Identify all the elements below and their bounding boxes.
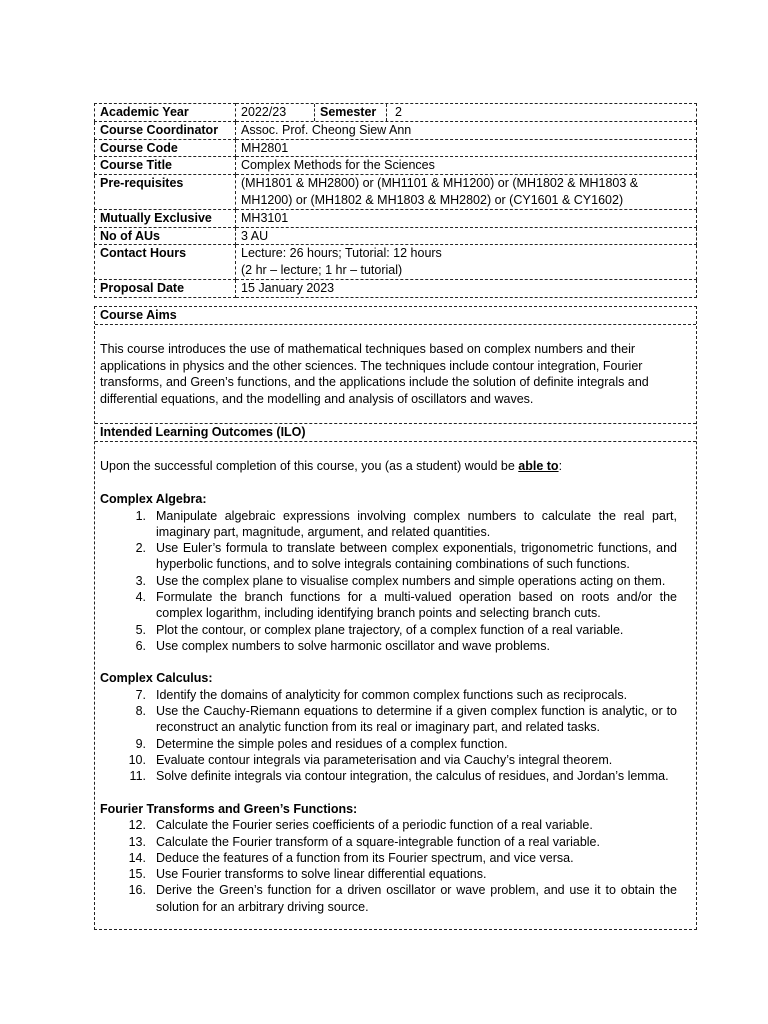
list-item <box>95 703 696 736</box>
ilo-intro-emphasis: able to <box>518 459 559 474</box>
ilo-text: Calculate the Fourier series coefficients of a periodic function of a real variable. <box>156 818 593 833</box>
info-label: Contact Hours <box>95 245 236 280</box>
ilo-intro-colon: : <box>558 459 563 474</box>
list-item <box>95 817 696 833</box>
list-item <box>95 687 696 703</box>
ilo-number: 7. <box>135 687 146 702</box>
ilo-text: Calculate the Fourier transform of a square-integrable function of a real variable. <box>156 834 600 849</box>
info-value: 15 January 2023 <box>236 279 697 297</box>
info-label: Course Title <box>95 157 236 175</box>
aims-ilo-box <box>94 306 697 930</box>
ilo-number: 3. <box>135 573 146 588</box>
info-row <box>95 209 697 227</box>
ilo-number: 5. <box>135 622 146 637</box>
ilo-number: 1. <box>135 508 146 523</box>
semester-value: 2 <box>395 105 402 119</box>
ilo-number: 4. <box>135 590 146 605</box>
info-row <box>95 121 697 139</box>
ilo-number: 8. <box>135 704 146 719</box>
ilo-number: 11. <box>129 769 146 784</box>
info-row <box>95 279 697 297</box>
ilo-number: 12. <box>128 818 146 833</box>
ilo-intro <box>95 458 696 475</box>
list-item <box>95 834 696 850</box>
info-row <box>95 245 697 280</box>
ilo-number: 2. <box>135 541 146 556</box>
info-value: MH2801 <box>236 139 697 157</box>
list-item <box>95 638 696 654</box>
ilo-text: Use the Cauchy-Riemann equations to determine if a given complex function is analytic, or to reconstruct an analytic function from its real or imaginary part, and related tasks. <box>156 704 677 735</box>
ilo-number: 15. <box>128 867 146 882</box>
academic-year-label: Academic Year <box>95 104 236 122</box>
ilo-group-title: Fourier Transforms and Green’s Functions: <box>100 801 358 816</box>
contact-hours-line1: Lecture: 26 hours; Tutorial: 12 hours <box>241 246 442 261</box>
ilo-text: Plot the contour, or complex plane trajectory, of a complex function of a real variable. <box>156 622 624 637</box>
ilo-number: 10. <box>128 753 146 768</box>
info-value: 3 AU <box>236 227 697 245</box>
info-value: Assoc. Prof. Cheong Siew Ann <box>236 121 697 139</box>
ilo-text: Use complex numbers to solve harmonic oscillator and wave problems. <box>156 638 550 653</box>
list-item <box>95 573 696 589</box>
list-item <box>95 540 696 573</box>
academic-year-row <box>95 104 697 122</box>
course-info-table <box>94 103 697 298</box>
ilo-number: 6. <box>135 638 146 653</box>
list-item <box>95 882 696 915</box>
info-label: Proposal Date <box>95 279 236 297</box>
ilo-heading: Intended Learning Outcomes (ILO) <box>95 423 696 442</box>
ilo-text: Derive the Green’s function for a driven oscillator or wave problem, and use it to obtain the solution for an arbitrary driving source. <box>156 883 677 914</box>
list-item <box>95 850 696 866</box>
list-item <box>95 866 696 882</box>
semester-label: Semester <box>314 104 387 121</box>
ilo-text: Identify the domains of analyticity for common complex functions such as reciprocals. <box>156 687 628 702</box>
info-value: MH3101 <box>236 209 697 227</box>
info-label: Course Code <box>95 139 236 157</box>
info-row <box>95 139 697 157</box>
list-item <box>95 752 696 768</box>
course-aims-heading: Course Aims <box>95 307 696 325</box>
info-row <box>95 157 697 175</box>
ilo-number: 16. <box>128 883 146 898</box>
ilo-text: Determine the simple poles and residues of a complex function. <box>156 736 508 751</box>
info-value-multiline <box>236 245 697 280</box>
ilo-text: Deduce the features of a function from its Fourier spectrum, and vice versa. <box>156 850 574 865</box>
ilo-text: Use the complex plane to visualise complex numbers and simple operations acting on them. <box>156 573 666 588</box>
info-label: Course Coordinator <box>95 121 236 139</box>
ilo-number: 13. <box>128 834 146 849</box>
ilo-text: Use Fourier transforms to solve linear differential equations. <box>156 867 487 882</box>
info-value: Complex Methods for the Sciences <box>236 157 697 175</box>
ilo-intro-text: Upon the successful completion of this course, you (as a student) would be <box>100 459 519 474</box>
ilo-list <box>95 817 696 915</box>
ilo-text: Formulate the branch functions for a multi-valued operation based on roots and/or the complex logarithm, including identifying branch points and selecting branch cuts. <box>156 590 677 621</box>
list-item <box>95 736 696 752</box>
info-label: No of AUs <box>95 227 236 245</box>
ilo-list <box>95 508 696 655</box>
contact-hours-line2: (2 hr – lecture; 1 hr – tutorial) <box>241 263 403 278</box>
ilo-text: Solve definite integrals via contour integration, the calculus of residues, and Jordan’s lemma. <box>156 769 669 784</box>
ilo-group-title: Complex Calculus: <box>100 671 213 686</box>
course-aims-text: This course introduces the use of mathematical techniques based on complex numbers and their applications in physics and the other sciences. The techniques include contour integration, Fourier transforms, and Green’s functions, and the applications include the solution of definite integrals and differential equations, and the modelling and analysis of oscillators and waves. <box>100 342 649 406</box>
academic-year-cell <box>236 104 697 122</box>
ilo-group-title: Complex Algebra: <box>100 491 207 506</box>
ilo-number: 14. <box>128 850 146 865</box>
list-item <box>95 589 696 622</box>
list-item <box>95 622 696 638</box>
ilo-text: Evaluate contour integrals via parameterisation and via Cauchy’s integral theorem. <box>156 753 613 768</box>
info-row <box>95 175 697 210</box>
ilo-text: Manipulate algebraic expressions involving complex numbers to calculate the real part, imaginary part, magnitude, argument, and related quantities. <box>156 508 677 539</box>
info-value: (MH1801 & MH2800) or (MH1101 & MH1200) or (MH1802 & MH1803 & MH1200) or (MH1802 & MH1803 & MH2802) or (CY1601 & CY1602) <box>236 175 697 210</box>
info-row <box>95 227 697 245</box>
ilo-number: 9. <box>135 736 146 751</box>
list-item <box>95 508 696 541</box>
academic-year-value: 2022/23 <box>241 105 287 119</box>
info-label: Mutually Exclusive <box>95 209 236 227</box>
info-label: Pre-requisites <box>95 175 236 210</box>
ilo-text: Use Euler’s formula to translate between complex exponentials, trigonometric functions, and hyperbolic functions, and to solve integrals containing combinations of such functions. <box>156 541 677 572</box>
list-item <box>95 768 696 784</box>
ilo-list <box>95 687 696 785</box>
